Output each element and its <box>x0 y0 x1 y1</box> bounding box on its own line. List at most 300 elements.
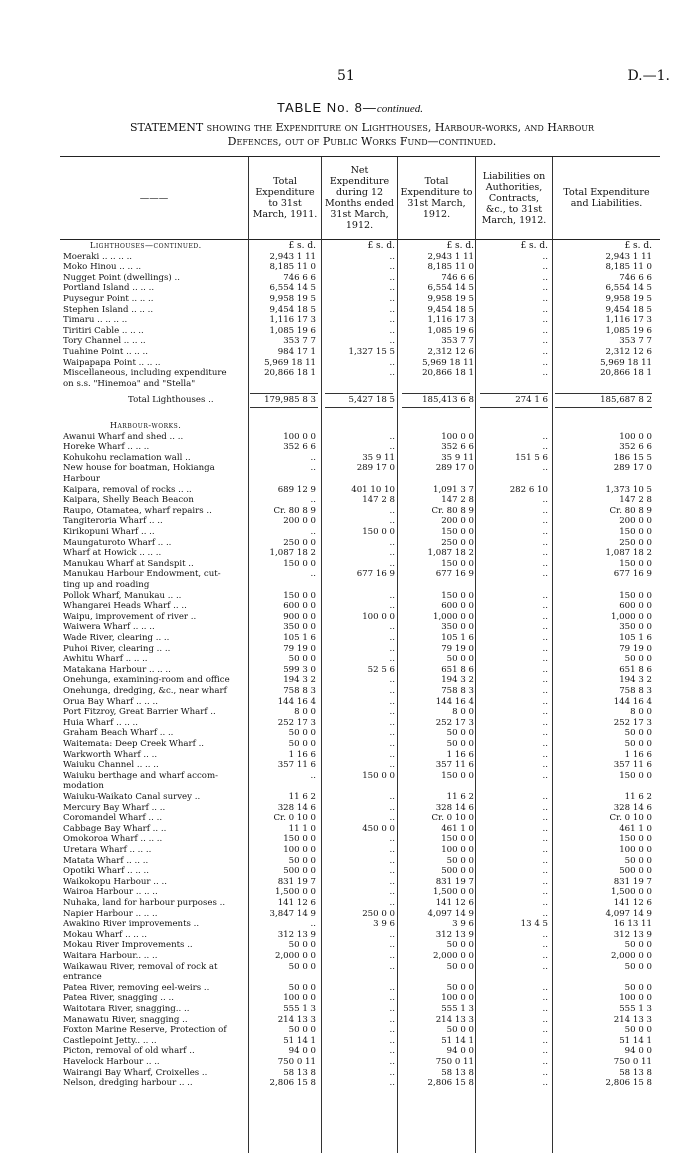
cell-col-1: 50 0 0 <box>288 654 316 665</box>
cell-col-1: 6,554 14 5 <box>269 283 316 294</box>
cell-col-3: 2,312 12 6 <box>427 347 474 357</box>
cell-col-3: 600 0 0 <box>441 601 474 612</box>
harbour-row <box>0 633 700 644</box>
row-label: Patea River, snagging .. .. <box>63 993 174 1004</box>
cell-col-3: 1,500 0 0 <box>432 887 474 898</box>
total-label: Total Lighthouses .. <box>128 395 214 406</box>
harbour-row <box>0 909 700 920</box>
cell-col-5: 105 1 6 <box>619 633 652 643</box>
row-label: Maungaturoto Wharf .. .. <box>63 537 172 548</box>
cell-col-2: .. <box>389 336 395 347</box>
statement-caption <box>62 121 662 149</box>
row-label: Kirikopuni Wharf .. .. <box>63 527 155 537</box>
harbour-row <box>0 516 700 527</box>
cell-col-1: .. <box>310 770 316 781</box>
harbour-row <box>0 1004 700 1015</box>
cell-col-1: 100 0 0 <box>283 993 316 1004</box>
cell-col-5: 100 0 0 <box>619 993 652 1004</box>
row-label: Kaipara, Shelly Beach Beacon <box>63 495 194 506</box>
cell-col-5: Cr. 80 8 9 <box>609 505 652 516</box>
cell-col-1: .. <box>310 919 316 930</box>
row-label: Wharf at Howick .. .. .. <box>63 548 162 559</box>
cell-col-2: .. <box>389 442 395 453</box>
lighthouse-row <box>0 315 700 326</box>
cell-col-5: 150 0 0 <box>619 770 652 781</box>
row-label: Waikawau River, removal of rock at <box>63 961 218 972</box>
harbour-row <box>0 654 700 665</box>
harbour-row <box>0 983 700 994</box>
cell-col-5: 100 0 0 <box>619 845 652 855</box>
cell-col-1: 3,847 14 9 <box>269 908 316 919</box>
lighthouse-row <box>0 368 700 379</box>
cell-col-2: 52 5 6 <box>367 664 395 675</box>
cell-col-5: 150 0 0 <box>619 527 652 537</box>
total-cell-col-4: 274 1 6 <box>515 395 548 406</box>
cell-col-3: 150 0 0 <box>441 527 474 537</box>
cell-col-4: .. <box>542 251 548 262</box>
cell-col-1: 150 0 0 <box>283 834 316 845</box>
cell-col-3: 4,097 14 9 <box>427 908 474 919</box>
cell-col-2: .. <box>389 516 395 527</box>
cell-col-5: 9,958 19 5 <box>605 294 652 304</box>
cell-col-5: 1 16 6 <box>624 749 652 760</box>
cell-col-4: .. <box>542 887 548 898</box>
cell-col-4: .. <box>542 347 548 357</box>
cell-col-1: 50 0 0 <box>288 940 316 951</box>
row-label: Wairoa Harbour .. .. .. <box>63 887 158 898</box>
cell-col-3: 6,554 14 5 <box>427 283 474 294</box>
harbour-row <box>0 1015 700 1026</box>
cell-col-1: .. <box>310 495 316 506</box>
cell-col-1: 105 1 6 <box>283 633 316 643</box>
cell-col-1: 831 19 7 <box>277 876 316 887</box>
cell-col-1: 214 13 3 <box>277 1014 316 1025</box>
row-label: Manukau Harbour Endowment, cut- <box>63 569 221 580</box>
col-header-net-1912: Net Expenditure during 12 Months ended 31st March, 1912. <box>321 157 397 239</box>
row-label: Kohukohu reclamation wall .. <box>63 452 191 463</box>
harbour-row <box>0 591 700 602</box>
row-label: Awanui Wharf and shed .. .. <box>63 431 184 442</box>
cell-col-3: Cr. 80 8 9 <box>431 505 474 516</box>
cell-col-3: 50 0 0 <box>446 982 474 993</box>
cell-col-1: .. <box>310 569 316 580</box>
row-label: Awhitu Wharf .. .. .. <box>63 654 148 665</box>
row-label: Tangiteroria Wharf .. .. <box>63 516 163 527</box>
cell-col-4: .. <box>542 1046 548 1057</box>
cell-col-1: 100 0 0 <box>283 845 316 855</box>
cell-col-4: .. <box>542 770 548 781</box>
cell-col-5: 758 8 3 <box>619 686 652 696</box>
row-label: Waiwera Wharf .. .. .. <box>63 622 155 633</box>
row-label: Coromandel Wharf .. .. <box>63 813 163 824</box>
cell-col-4: .. <box>542 654 548 665</box>
cell-col-5: 6,554 14 5 <box>605 283 652 294</box>
cell-col-2: .. <box>389 622 395 633</box>
cell-col-2: .. <box>389 898 395 908</box>
cell-col-4: .. <box>542 548 548 559</box>
total-rule <box>250 393 318 394</box>
harbour-row <box>0 665 700 676</box>
cell-col-4: .. <box>542 622 548 633</box>
cell-col-1: 1,116 17 3 <box>269 315 316 326</box>
cell-col-3: 150 0 0 <box>441 558 474 569</box>
cell-col-4: .. <box>542 601 548 612</box>
cell-col-3: 9,958 19 5 <box>427 294 474 304</box>
harbour-row <box>0 845 700 856</box>
cell-col-4: 151 5 6 <box>515 452 548 463</box>
cell-col-1: 50 0 0 <box>288 982 316 993</box>
row-label: Raupo, Otamatea, wharf repairs .. <box>63 505 212 516</box>
row-label: Picton, removal of old wharf .. <box>63 1046 195 1057</box>
total-rule <box>555 393 652 394</box>
cell-col-4: .. <box>542 760 548 771</box>
cell-col-4: .. <box>542 749 548 760</box>
harbour-row <box>0 569 700 580</box>
cell-col-2: .. <box>389 982 395 993</box>
cell-col-2: .. <box>389 357 395 368</box>
row-label: New house for boatman, Hokianga <box>63 463 215 474</box>
col-header-description: ——— <box>139 192 169 204</box>
cell-col-1: 150 0 0 <box>283 558 316 569</box>
harbour-row <box>0 813 700 824</box>
cell-col-4: .. <box>542 866 548 877</box>
row-label: Mercury Bay Wharf .. .. <box>63 802 166 813</box>
cell-col-3: 831 19 7 <box>435 876 474 887</box>
harbour-row <box>0 750 700 761</box>
cell-col-1: 758 8 3 <box>283 686 316 696</box>
cell-col-3: 79 19 0 <box>441 643 474 654</box>
row-label: Stephen Island .. .. .. <box>63 304 154 315</box>
cell-col-5: 150 0 0 <box>619 590 652 601</box>
cell-col-2: .. <box>389 929 395 940</box>
cell-col-3: 2,000 0 0 <box>432 951 474 961</box>
cell-col-2: 147 2 8 <box>362 495 395 506</box>
cell-col-2: .. <box>389 1014 395 1025</box>
cell-col-3: 252 17 3 <box>435 717 474 728</box>
cell-col-4: .. <box>542 1025 548 1036</box>
cell-col-5: 677 16 9 <box>613 569 652 580</box>
harbour-row <box>0 485 700 496</box>
cell-col-2: .. <box>389 368 395 379</box>
section-heading-row <box>0 421 700 432</box>
cell-col-3: 8 0 0 <box>452 707 474 718</box>
cell-col-2: .. <box>389 707 395 718</box>
cell-col-1: 600 0 0 <box>283 601 316 612</box>
cell-col-4: .. <box>542 633 548 643</box>
cell-col-3: 150 0 0 <box>441 770 474 781</box>
total-rule <box>250 407 318 408</box>
harbour-row <box>0 474 700 485</box>
cell-col-3: 289 17 0 <box>435 463 474 474</box>
cell-col-1: 357 11 6 <box>277 760 316 771</box>
page-number: 51 <box>337 68 355 84</box>
cell-col-2: .. <box>389 845 395 855</box>
cell-col-3: 50 0 0 <box>446 728 474 739</box>
cell-col-2: .. <box>389 1057 395 1067</box>
statement-line-1: STATEMENT showing the Expenditure on Lighthouses, Harbour-works, and Harbour <box>129 121 595 134</box>
cell-col-5: 147 2 8 <box>619 495 652 506</box>
cell-col-4: .. <box>542 431 548 442</box>
cell-col-1: 8,185 11 0 <box>269 262 316 273</box>
cell-col-1: 50 0 0 <box>288 739 316 749</box>
cell-col-3: 352 6 6 <box>441 442 474 453</box>
cell-col-5: 94 0 0 <box>624 1046 652 1057</box>
cell-col-2: .. <box>389 686 395 696</box>
cell-col-4: .. <box>542 982 548 993</box>
cell-col-1: .. <box>310 463 316 474</box>
cell-col-1: Cr. 80 8 9 <box>273 505 316 516</box>
cell-col-1: 2,000 0 0 <box>274 951 316 961</box>
cell-col-3: 1,085 19 6 <box>427 325 474 336</box>
cell-col-5: 357 11 6 <box>613 760 652 771</box>
cell-col-3: 214 13 3 <box>435 1014 474 1025</box>
cell-col-1: 750 0 11 <box>277 1057 316 1067</box>
cell-col-5: 20,866 18 1 <box>600 368 652 379</box>
cell-col-4: .. <box>542 1014 548 1025</box>
row-label: Opotiki Wharf .. .. .. <box>63 866 149 877</box>
harbour-row <box>0 834 700 845</box>
cell-col-3: 200 0 0 <box>441 516 474 527</box>
cell-col-1: 250 0 0 <box>283 537 316 548</box>
cell-col-2: .. <box>389 1004 395 1014</box>
total-cell-col-2: 5,427 18 5 <box>348 395 395 406</box>
cell-col-4: .. <box>542 855 548 866</box>
cell-col-3: 750 0 11 <box>435 1057 474 1067</box>
row-label: Graham Beach Wharf .. .. <box>63 728 174 739</box>
row-label: Patea River, removing eel-weirs .. <box>63 982 210 993</box>
cell-col-5: 2,806 15 8 <box>605 1078 652 1089</box>
cell-col-3: 250 0 0 <box>441 537 474 548</box>
cell-col-2: .. <box>389 675 395 686</box>
cell-col-2: .. <box>389 834 395 845</box>
total-rule <box>402 393 470 394</box>
cell-col-5: 289 17 0 <box>613 463 652 474</box>
cell-col-2: 150 0 0 <box>362 527 395 537</box>
cell-col-2: .. <box>389 590 395 601</box>
cell-col-1: 11 1 0 <box>288 823 316 834</box>
cell-col-5: 100 0 0 <box>619 431 652 442</box>
cell-col-4: .. <box>542 813 548 824</box>
lighthouse-row <box>0 283 700 294</box>
cell-col-5: Cr. 0 10 0 <box>609 813 652 824</box>
cell-col-3: 100 0 0 <box>441 431 474 442</box>
row-label: Manukau Wharf at Sandspit .. <box>63 558 194 569</box>
cell-col-5: 461 1 0 <box>619 823 652 834</box>
cell-col-3: 100 0 0 <box>441 993 474 1004</box>
cell-col-1: 144 16 4 <box>277 696 316 707</box>
cell-col-4: .. <box>542 1057 548 1067</box>
cell-col-3: 677 16 9 <box>435 569 474 580</box>
cell-col-4: .. <box>542 336 548 347</box>
total-rule <box>480 393 548 394</box>
harbour-row <box>0 697 700 708</box>
cell-col-2: 450 0 0 <box>362 823 395 834</box>
cell-col-3: 141 12 6 <box>435 898 474 908</box>
cell-col-5: 1,116 17 3 <box>605 315 652 326</box>
unit-label: £ s. d. <box>624 241 652 251</box>
harbour-row <box>0 463 700 474</box>
harbour-row <box>0 739 700 750</box>
cell-col-5: 50 0 0 <box>624 961 652 972</box>
cell-col-5: 150 0 0 <box>619 834 652 845</box>
col-header-total-1911: Total Expenditure to 31st March, 1911. <box>248 157 321 239</box>
cell-col-4: .. <box>542 707 548 718</box>
row-label: Orua Bay Wharf .. .. .. <box>63 696 158 707</box>
cell-col-5: 1,087 18 2 <box>605 548 652 559</box>
cell-col-4: .. <box>542 495 548 506</box>
cell-col-4: .. <box>542 792 548 802</box>
harbour-row <box>0 718 700 729</box>
cell-col-4: .. <box>542 442 548 453</box>
cell-col-5: 11 6 2 <box>624 792 652 802</box>
cell-col-2: .. <box>389 717 395 728</box>
harbour-row <box>0 781 700 792</box>
row-label: Cabbage Bay Wharf .. .. <box>63 823 167 834</box>
cell-col-4: .. <box>542 262 548 273</box>
row-label: Nelson, dredging harbour .. .. <box>63 1078 193 1089</box>
cell-col-2: .. <box>389 283 395 294</box>
harbour-row <box>0 771 700 782</box>
cell-col-3: 144 16 4 <box>435 696 474 707</box>
cell-col-4: .. <box>542 739 548 749</box>
row-label: Omokoroa Wharf .. .. .. <box>63 834 163 845</box>
cell-col-1: 252 17 3 <box>277 717 316 728</box>
cell-col-5: 831 19 7 <box>613 876 652 887</box>
cell-col-4: .. <box>542 940 548 951</box>
lighthouse-row <box>0 358 700 369</box>
cell-col-3: 150 0 0 <box>441 834 474 845</box>
cell-col-1: Cr. 0 10 0 <box>273 813 316 824</box>
harbour-row <box>0 866 700 877</box>
cell-col-2: .. <box>389 505 395 516</box>
lighthouse-row <box>0 347 700 358</box>
harbour-row <box>0 580 700 591</box>
cell-col-3: 555 1 3 <box>441 1004 474 1014</box>
row-label: Horeke Wharf .. .. .. <box>63 442 150 453</box>
cell-col-2: 35 9 11 <box>362 452 395 463</box>
row-label: ting up and roading <box>63 580 150 590</box>
cell-col-3: 94 0 0 <box>446 1046 474 1057</box>
cell-col-1: 200 0 0 <box>283 516 316 527</box>
cell-col-5: 1,500 0 0 <box>610 887 652 898</box>
cell-col-3: 461 1 0 <box>441 823 474 834</box>
cell-col-1: 11 6 2 <box>288 792 316 802</box>
cell-col-2: .. <box>389 431 395 442</box>
cell-col-1: 9,958 19 5 <box>269 294 316 304</box>
harbour-row <box>0 622 700 633</box>
cell-col-4: .. <box>542 643 548 654</box>
row-label: Moko Hinou .. .. .. <box>63 262 142 273</box>
cell-col-4: .. <box>542 664 548 675</box>
cell-col-5: 150 0 0 <box>619 558 652 569</box>
cell-col-1: 500 0 0 <box>283 866 316 877</box>
row-label: Puhoi River, clearing .. .. <box>63 643 171 654</box>
cell-col-2: .. <box>389 548 395 559</box>
cell-col-4: .. <box>542 1004 548 1014</box>
cell-col-1: 58 13 8 <box>283 1067 316 1078</box>
total-cell-col-3: 185,413 6 8 <box>422 395 474 406</box>
cell-col-2: .. <box>389 262 395 273</box>
cell-col-4: .. <box>542 590 548 601</box>
unit-label: £ s. d. <box>520 241 548 251</box>
cell-col-5: 50 0 0 <box>624 982 652 993</box>
cell-col-5: 50 0 0 <box>624 728 652 739</box>
harbour-row <box>0 495 700 506</box>
cell-col-3: 50 0 0 <box>446 940 474 951</box>
cell-col-4: .. <box>542 537 548 548</box>
cell-col-4: .. <box>542 728 548 739</box>
cell-col-5: 2,000 0 0 <box>610 951 652 961</box>
unit-label: £ s. d. <box>446 241 474 251</box>
cell-col-3: 50 0 0 <box>446 654 474 665</box>
cell-col-4: .. <box>542 951 548 961</box>
cell-col-5: 250 0 0 <box>619 537 652 548</box>
cell-col-1: 51 14 1 <box>283 1035 316 1046</box>
cell-col-1: 599 3 0 <box>283 664 316 675</box>
cell-col-2: .. <box>389 294 395 304</box>
cell-col-4: .. <box>542 569 548 580</box>
cell-col-4: .. <box>542 294 548 304</box>
cell-col-4: .. <box>542 686 548 696</box>
cell-col-2: .. <box>389 961 395 972</box>
harbour-row <box>0 792 700 803</box>
cell-col-3: 353 7 7 <box>441 336 474 347</box>
cell-col-3: 2,943 1 11 <box>427 251 474 262</box>
cell-col-5: 51 14 1 <box>619 1035 652 1046</box>
row-label: Puysegur Point .. .. .. <box>63 294 154 304</box>
row-label: Tuahine Point .. .. .. <box>63 347 148 357</box>
row-label: entrance <box>63 972 102 983</box>
unit-label: £ s. d. <box>288 241 316 251</box>
cell-col-1: 312 13 9 <box>277 929 316 940</box>
cell-col-5: 2,943 1 11 <box>605 251 652 262</box>
cell-col-4: .. <box>542 272 548 283</box>
cell-col-3: 746 6 6 <box>441 272 474 283</box>
harbour-row <box>0 548 700 559</box>
cell-col-3: 105 1 6 <box>441 633 474 643</box>
harbour-row <box>0 442 700 453</box>
cell-col-3: 35 9 11 <box>441 452 474 463</box>
col-header-total-liabilities: Total Expenditure and Liabilities. <box>552 157 660 239</box>
cell-col-4: .. <box>542 304 548 315</box>
cell-col-5: 79 19 0 <box>619 643 652 654</box>
total-cell-col-1: 179,985 8 3 <box>264 395 316 406</box>
harbour-row <box>0 675 700 686</box>
cell-col-1: 1,500 0 0 <box>274 887 316 898</box>
cell-col-5: 328 14 6 <box>613 802 652 813</box>
cell-col-3: 328 14 6 <box>435 802 474 813</box>
cell-col-2: .. <box>389 802 395 813</box>
row-label: Waiuku berthage and wharf accom- <box>63 770 218 781</box>
cell-col-1: 100 0 0 <box>283 431 316 442</box>
row-label: Waiuku-Waikato Canal survey .. <box>63 792 201 802</box>
row-label: Waiuku Channel .. .. .. <box>63 760 159 771</box>
cell-col-1: 150 0 0 <box>283 590 316 601</box>
cell-col-3: Cr. 0 10 0 <box>431 813 474 824</box>
lighthouse-row <box>0 294 700 305</box>
harbour-row <box>0 930 700 941</box>
cell-col-1: 5,969 18 11 <box>264 357 316 368</box>
harbour-row <box>0 856 700 867</box>
harbour-row <box>0 803 700 814</box>
row-label: Napier Harbour .. .. .. <box>63 908 158 919</box>
total-rule <box>325 393 393 394</box>
harbour-row <box>0 951 700 962</box>
cell-col-2: .. <box>389 792 395 802</box>
row-label: Wairangi Bay Wharf, Croixelles .. <box>63 1067 208 1078</box>
harbour-row <box>0 527 700 538</box>
row-label: Pollok Wharf, Manukau .. .. <box>63 590 182 601</box>
